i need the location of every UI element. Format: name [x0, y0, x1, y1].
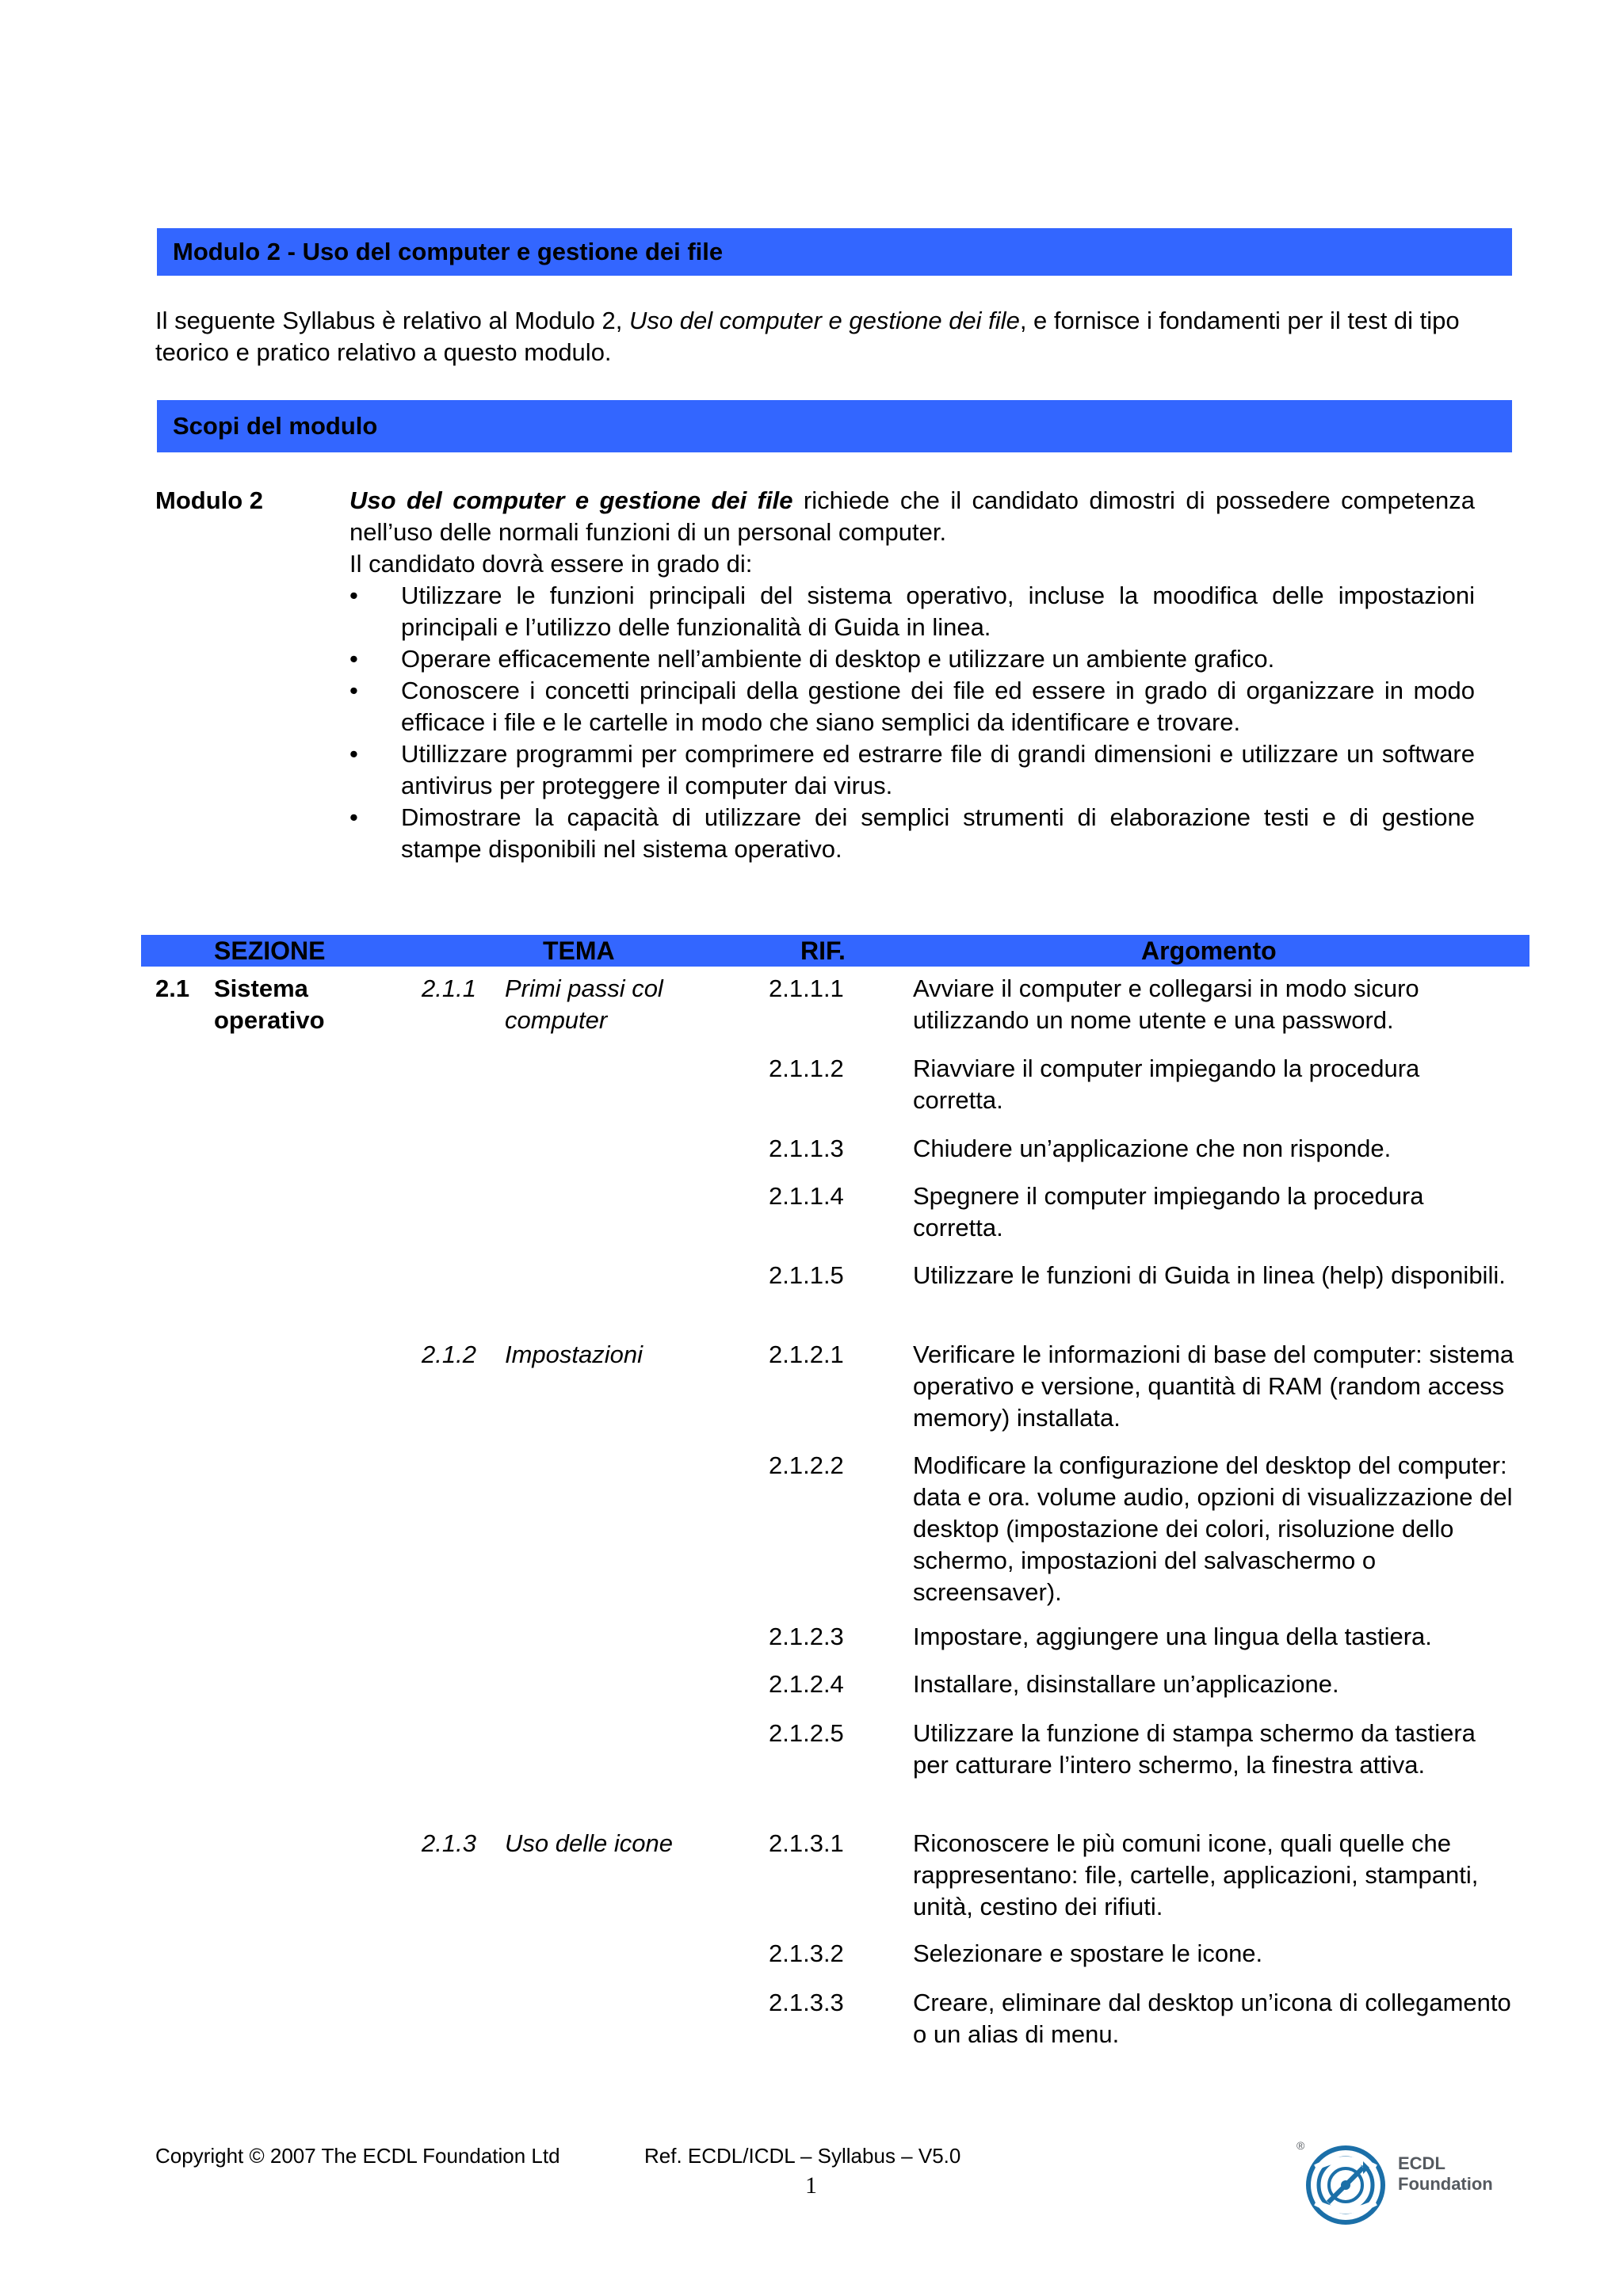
row-text: Installare, disinstallare un’applicazione. [913, 1670, 1339, 1698]
column-header-tema: TEMA [543, 936, 615, 965]
row-ref: 2.1.3.1 [769, 1829, 844, 1857]
module-title-bar [157, 228, 1512, 276]
aims-body [349, 485, 1475, 865]
topic-name [505, 973, 663, 1036]
bullet-icon: • [349, 677, 358, 704]
row-text: Avviare il computer e collegarsi in modo sicuro utilizzando un nome utente e una password. [913, 974, 1419, 1034]
aims-lead [349, 485, 1475, 548]
column-header-sezione: SEZIONE [214, 936, 326, 965]
row-ref: 2.1.2.2 [769, 1451, 844, 1479]
column-header-argomento: Argomento [1141, 936, 1277, 965]
list-item-text: Utillizzare programmi per comprimere ed estrarre file di grandi dimensioni e utilizzare un software antivirus per proteggere il computer dai virus. [401, 740, 1475, 799]
row-text: Verificare le informazioni di base del computer: sistema operativo e versione, quantità di RAM (random access memory) installata. [913, 1341, 1514, 1432]
row-text: Impostare, aggiungere una lingua della tastiera. [913, 1623, 1432, 1650]
row-ref: 2.1.1.4 [769, 1182, 844, 1210]
list-item-text: Operare efficacemente nell’ambiente di desktop e utilizzare un ambiente grafico. [401, 645, 1275, 673]
row-text: Selezionare e spostare le icone. [913, 1939, 1263, 1967]
list-item [349, 738, 1475, 802]
row-text: Chiudere un’applicazione che non risponde. [913, 1135, 1392, 1162]
bullet-icon: • [349, 645, 358, 673]
intro-text-pre: Il seguente Syllabus è relativo al Modulo 2, [155, 307, 629, 334]
row-ref: 2.1.1.1 [769, 974, 844, 1002]
page-number: 1 [805, 2172, 817, 2199]
row-ref: 2.1.1.2 [769, 1055, 844, 1082]
logo-text-line1: ECDL [1398, 2153, 1445, 2173]
footer-reference: Ref. ECDL/ICDL – Syllabus – V5.0 [644, 2144, 961, 2168]
ecdl-globe-icon [1304, 2144, 1387, 2226]
logo-text [1398, 2153, 1493, 2195]
row-text: Creare, eliminare dal desktop un’icona di collegamento o un alias di menu. [913, 1989, 1511, 2048]
list-item-text: Conoscere i concetti principali della gestione dei file ed essere in grado di organizzare in modo efficace i file e le cartelle in modo che siano semplici da identificare e trovare. [401, 677, 1475, 736]
list-item [349, 643, 1475, 675]
logo-text-line2: Foundation [1398, 2174, 1493, 2194]
intro-paragraph [155, 305, 1503, 368]
row-text: Utilizzare la funzione di stampa schermo da tastiera per catturare l’intero schermo, la finestra attiva. [913, 1719, 1476, 1779]
footer-copyright: Copyright © 2007 The ECDL Foundation Ltd [155, 2144, 560, 2168]
aims-ability-intro: Il candidato dovrà essere in grado di: [349, 550, 753, 578]
list-item [349, 802, 1475, 865]
row-ref: 2.1.1.3 [769, 1135, 844, 1162]
row-text: Spegnere il computer impiegando la procedura corretta. [913, 1182, 1424, 1241]
topic-number: 2.1.2 [422, 1341, 476, 1368]
row-ref: 2.1.3.3 [769, 1989, 844, 2016]
aims-bullet-list [349, 580, 1475, 865]
aims-heading-bar [157, 400, 1512, 452]
intro-text-post: , e fornisce i fondamenti per il test di tipo teorico e pratico relativo a questo modulo. [155, 307, 1460, 366]
list-item [349, 580, 1475, 643]
topic-name: Impostazioni [505, 1341, 643, 1368]
section-name [214, 973, 325, 1036]
section-name-line2: operativo [214, 1006, 325, 1034]
row-ref: 2.1.2.5 [769, 1719, 844, 1747]
aims-lead-rest: richiede che il candidato dimostri di possedere competenza nell’uso delle normali funzioni di un personal computer. [349, 486, 1475, 546]
table-header [141, 935, 1529, 967]
topic-number: 2.1.3 [422, 1829, 476, 1857]
row-ref: 2.1.2.1 [769, 1341, 844, 1368]
bullet-icon: • [349, 582, 358, 609]
row-ref: 2.1.1.5 [769, 1261, 844, 1289]
bullet-icon: • [349, 803, 358, 831]
list-item [349, 675, 1475, 738]
ecdl-foundation-logo [1296, 2139, 1518, 2226]
section-name-line1: Sistema [214, 974, 308, 1002]
list-item-text: Dimostrare la capacità di utilizzare dei semplici strumenti di elaborazione testi e di gestione stampe disponibili nel sistema operativo. [401, 803, 1475, 863]
row-ref: 2.1.2.4 [769, 1670, 844, 1698]
intro-text-italic: Uso del computer e gestione dei file [628, 307, 1020, 334]
row-text: Riconoscere le più comuni icone, quali quelle che rappresentano: file, cartelle, applicazioni, stampanti, unità, cestino dei rifiuti. [913, 1829, 1479, 1920]
topic-number: 2.1.1 [422, 974, 476, 1002]
topic-name-line2: computer [505, 1006, 608, 1034]
bullet-icon: • [349, 740, 358, 768]
aims-heading: Scopi del modulo [173, 412, 378, 440]
row-text: Riavviare il computer impiegando la procedura corretta. [913, 1055, 1420, 1114]
section-number: 2.1 [155, 974, 190, 1002]
topic-name-line1: Primi passi col [505, 974, 663, 1002]
row-text: Utilizzare le funzioni di Guida in linea (help) disponibili. [913, 1261, 1506, 1289]
row-ref: 2.1.2.3 [769, 1623, 844, 1650]
row-ref: 2.1.3.2 [769, 1939, 844, 1967]
module-title: Modulo 2 - Uso del computer e gestione dei file [173, 238, 724, 265]
column-header-rif: RIF. [800, 936, 846, 965]
row-text: Modificare la configurazione del desktop del computer: data e ora. volume audio, opzioni di visualizzazione del desktop (impostazione dei colori, risoluzione dello schermo, impostazioni del salvaschermo o screensaver). [913, 1451, 1513, 1606]
list-item-text: Utilizzare le funzioni principali del sistema operativo, incluse la moodifica delle impostazioni principali e l’utilizzo delle funzionalità di Guida in linea. [401, 582, 1475, 641]
module-label: Modulo 2 [155, 486, 264, 514]
topic-name: Uso delle icone [505, 1829, 673, 1857]
aims-lead-emphasis: Uso del computer e gestione dei file [349, 486, 793, 514]
registered-mark: ® [1296, 2139, 1305, 2152]
